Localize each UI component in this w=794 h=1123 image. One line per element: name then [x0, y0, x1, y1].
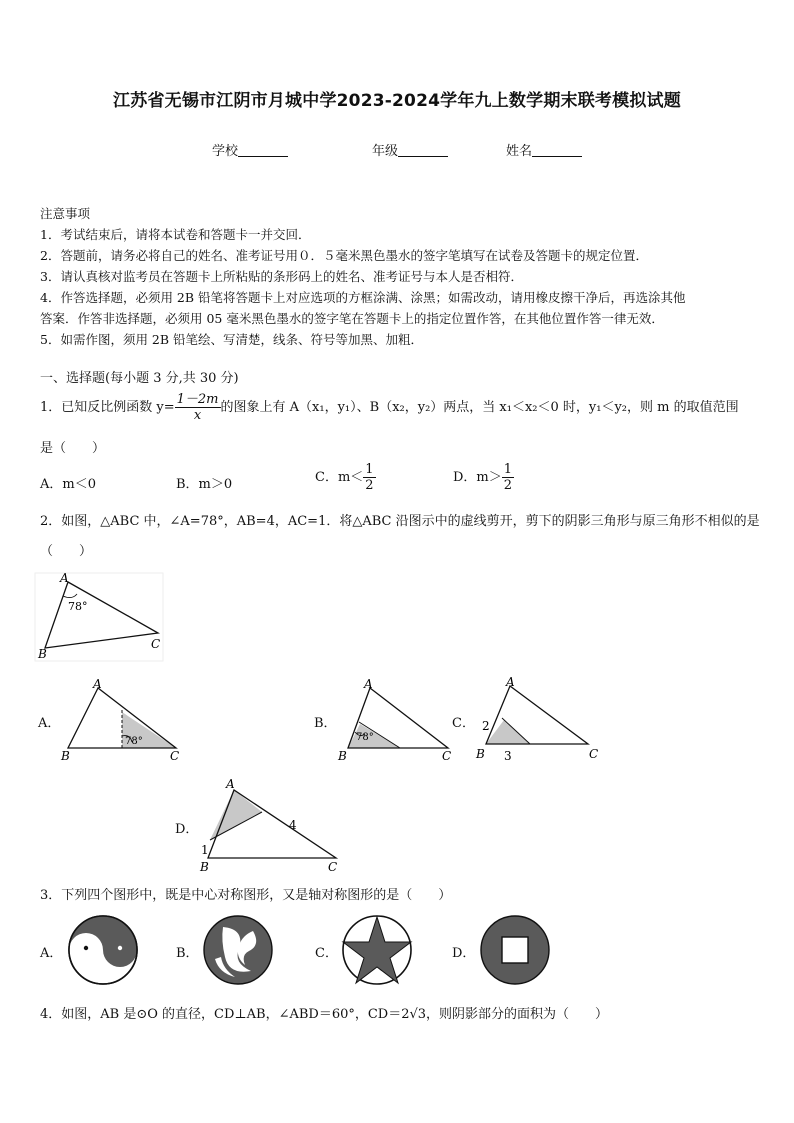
- dot: [84, 946, 88, 950]
- question-1: [40, 392, 739, 423]
- yin-yang-figure: [66, 913, 140, 987]
- question-4: 4．如图，AB 是⊙O 的直径，CD⊥AB，∠ABD＝60°，CD＝2√3，则阴影部分的面积为（ ）: [40, 1007, 609, 1022]
- vertex-a: A: [93, 677, 102, 691]
- vertex-a: A: [60, 571, 69, 585]
- notice-item: 5．如需作图，须用 2B 铅笔绘、写清楚，线条、符号等加黑、加粗．: [40, 332, 424, 347]
- vertex-c: C: [442, 749, 452, 763]
- triangle-abc: [45, 582, 158, 648]
- vertex-a: A: [506, 675, 515, 689]
- swirl-figure: [201, 913, 275, 987]
- notice-item: 2．答题前，请务必将自己的姓名、准考证号用０．５毫米黑色墨水的签字笔填写在试卷及答题卡的规定位置．: [40, 248, 648, 263]
- section-heading: 一、选择题(每小题 3 分,共 30 分): [40, 371, 239, 386]
- q1-option-c[interactable]: [315, 462, 376, 493]
- school-field: [212, 140, 288, 159]
- q3-option-c[interactable]: C．: [315, 946, 338, 961]
- q2-option-d[interactable]: D．: [175, 822, 199, 837]
- page-title: 江苏省无锡市江阴市月城中学2023-2024学年九上数学期末联考模拟试题: [113, 91, 681, 111]
- q1-option-d-half: $\frac{1}{2}$: [503, 462, 513, 493]
- vertex-b: B: [61, 749, 70, 763]
- vertex-b: B: [338, 749, 347, 763]
- q2-option-a-figure: [58, 676, 188, 766]
- name-field: [506, 140, 582, 159]
- name-blank: [532, 144, 582, 157]
- q2-option-b-figure: [332, 676, 458, 766]
- vertex-c: C: [151, 637, 161, 651]
- figure-frame: [35, 573, 163, 661]
- q1-frac-den: x: [193, 408, 202, 423]
- vertex-c: C: [328, 860, 338, 874]
- dot: [118, 946, 122, 950]
- q1-post: 的图象上有 A（x₁，y₁）、B（x₂，y₂）两点，当 x₁＜x₂＜0 时，y₁＜y₂，则 m 的取值范围: [220, 400, 739, 415]
- q2-paren: （ ）: [40, 544, 93, 559]
- side-length-label: 1: [201, 843, 209, 857]
- q3-option-b[interactable]: B．: [176, 946, 199, 961]
- q2-original-triangle: [30, 570, 170, 665]
- question-3: 3．下列四个图形中，既是中心对称图形，又是轴对称图形的是（ ）: [40, 888, 452, 903]
- vertex-c: C: [170, 749, 180, 763]
- notice-item: 4．作答选择题，必须用 2B 铅笔将答题卡上对应选项的方框涂满、涂黑；如需改动，请用橡皮擦干净后，再选涂其他: [40, 290, 686, 305]
- vertex-b: B: [476, 747, 485, 761]
- q3-option-a[interactable]: A．: [40, 946, 63, 961]
- q1-option-c-half: $\frac{1}{2}$: [365, 462, 374, 493]
- name-label: 姓名: [506, 144, 533, 159]
- notice-item: 1．考试结束后，请将本试卷和答题卡一并交回．: [40, 227, 311, 242]
- q2-option-c[interactable]: C．: [452, 716, 475, 731]
- coin-figure: [478, 913, 552, 987]
- notice-item: 3．请认真核对监考员在答题卡上所粘贴的条形码上的姓名、准考证号与本人是否相符．: [40, 269, 523, 284]
- q1-option-d-label: D．m＞: [453, 470, 502, 485]
- notice-item: 答案．作答非选择题，必须用 05 毫米黑色墨水的签字笔在答题卡上的指定位置作答，在其他位置作答一律无效．: [40, 311, 664, 326]
- side-length-label: 3: [504, 749, 512, 763]
- school-label: 学校: [212, 144, 239, 159]
- q1-option-c-label: C．m＜: [315, 470, 364, 485]
- grade-label: 年级: [372, 144, 399, 159]
- question-2: 2．如图，△ABC 中，∠A=78°，AB=4，AC=1．将△ABC 沿图示中的虚线剪开，剪下的阴影三角形与原三角形不相似的是: [40, 514, 760, 529]
- q1-option-d[interactable]: [453, 462, 514, 493]
- q2-option-b[interactable]: B．: [314, 716, 337, 731]
- grade-blank: [398, 144, 448, 157]
- angle-label: 78°: [125, 736, 143, 747]
- notice-heading: 注意事项: [40, 206, 91, 221]
- vertex-c: C: [589, 747, 599, 761]
- q3-option-d[interactable]: D．: [452, 946, 476, 961]
- angle-label: 78°: [356, 732, 374, 743]
- grade-field: [372, 140, 448, 159]
- vertex-a: A: [226, 777, 235, 791]
- angle-arc: [63, 594, 77, 598]
- q2-option-a[interactable]: A．: [38, 716, 61, 731]
- q1-line2: 是（ ）: [40, 441, 106, 456]
- q1-option-b[interactable]: B．m＞0: [176, 477, 233, 492]
- star-figure: [340, 913, 414, 987]
- q2-option-c-figure: [472, 672, 602, 766]
- school-blank: [238, 144, 288, 157]
- vertex-b: B: [38, 647, 47, 661]
- q1-pre: 1．已知反比例函数 y=: [40, 400, 175, 415]
- q1-fraction: [175, 392, 221, 423]
- side-length-label: 2: [482, 719, 490, 733]
- q2-option-d-figure: [196, 774, 344, 878]
- angle-label: 78°: [68, 600, 88, 613]
- q1-option-a[interactable]: A．m＜0: [40, 477, 96, 492]
- vertex-b: B: [200, 860, 209, 874]
- side-length-label: 4: [289, 818, 297, 832]
- notice-block: [40, 203, 760, 350]
- q1-frac-num: 1－2m: [176, 392, 219, 407]
- vertex-a: A: [364, 677, 373, 691]
